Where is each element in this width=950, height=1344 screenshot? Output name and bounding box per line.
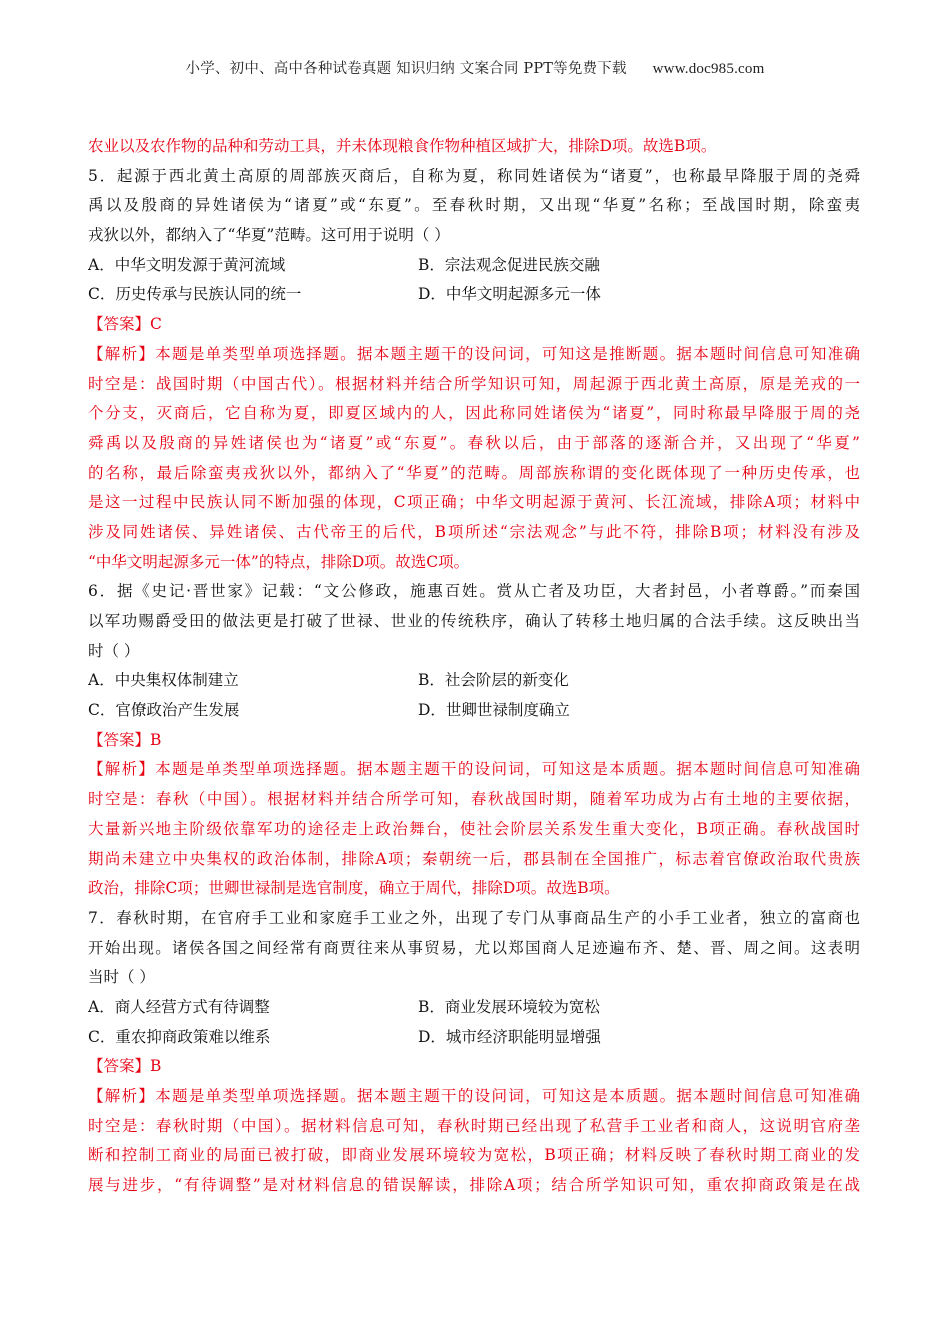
option-c: C．历史传承与民族认同的统一 <box>88 285 302 304</box>
option-a: A．中央集权体制建立 <box>88 671 239 690</box>
option-c: C．重农抑商政策难以维系 <box>88 1027 271 1046</box>
question-stem-line: 以军功赐爵受田的做法更是打破了世禄、世业的传统秩序，确认了转移土地归属的合法手续。这反映出当 <box>88 612 860 630</box>
analysis-line: “中华文明起源多元一体”的特点，排除D项。故选C项。 <box>88 552 470 571</box>
analysis-line: 的名称，最后除蛮夷戎狄以外，都纳入了“华夏”的范畴。周部族称谓的变化既体现了一种历史传承，也 <box>88 463 860 482</box>
header-text: 小学、初中、高中各种试卷真题 知识归纳 文案合同 PPT等免费下载 <box>185 61 627 77</box>
option-b: B．社会阶层的新变化 <box>418 671 569 690</box>
analysis-line: 个分支，灭商后，它自称为夏，即夏区域内的人，因此称同姓诸侯为“诸夏”，同时称最早降服于周的尧 <box>88 404 860 423</box>
option-b: B．商业发展环境较为宽松 <box>418 997 600 1016</box>
question-stem-line: 当时（ ） <box>88 968 155 987</box>
document-body <box>88 132 860 1201</box>
question-stem-line: 禹以及殷商的异姓诸侯为“诸夏”或“东夏”。至春秋时期，又出现“华夏”名称；至战国时期，除蛮夷 <box>88 196 860 215</box>
answer: 【答案】B <box>88 1057 162 1076</box>
analysis-line: 【解析】本题是单类型单项选择题。据本题主题干的设问词，可知这是本质题。据本题时间信息可知准确 <box>88 760 860 779</box>
analysis-line: 时空是：春秋（中国）。根据材料并结合所学可知，春秋战国时期，随着军功成为占有土地的主要依据， <box>88 790 860 809</box>
analysis-line: 舜禹以及殷商的异姓诸侯也为“诸夏”或“东夏”。春秋以后，由于部落的逐渐合并，又出现了“华夏” <box>88 433 860 452</box>
header-site-link[interactable]: www.doc985.com <box>652 61 765 77</box>
options-row <box>88 666 860 696</box>
options-row <box>88 993 860 1023</box>
question-stem-line: 6．据《史记·晋世家》记载：“文公修政，施惠百姓。赏从亡者及功臣，大者封邑，小者尊爵。”而秦国 <box>88 582 860 601</box>
analysis-line: 政治，排除C项；世卿世禄制是选官制度，确立于周代，排除D项。故选B项。 <box>88 879 620 898</box>
question-stem-line: 时（ ） <box>88 641 140 660</box>
options-row <box>88 251 860 281</box>
question-7 <box>88 904 860 1201</box>
question-stem-line: 7．春秋时期，在官府手工业和家庭手工业之外，出现了专门从事商品生产的小手工业者，独立的富商也 <box>88 908 860 927</box>
answer: 【答案】B <box>88 730 162 749</box>
options-row <box>88 1023 860 1053</box>
option-d: D．中华文明起源多元一体 <box>418 285 601 304</box>
question-stem-line: 开始出现。诸侯各国之间经常有商贾往来从事贸易，尤以郑国商人足迹遍布齐、楚、晋、周之间。这表明 <box>88 938 860 957</box>
option-a: A．商人经营方式有待调整 <box>88 997 270 1016</box>
options-row <box>88 696 860 726</box>
analysis-line: 是这一过程中民族认同不断加强的体现，C项正确；中华文明起源于黄河、长江流域，排除A项；材料中 <box>88 493 860 512</box>
question-5 <box>88 162 860 578</box>
options-row <box>88 280 860 310</box>
analysis-line: 展与进步，“有待调整”是对材料信息的错误解读，排除A项；结合所学知识可知，重农抑商政策是在战 <box>88 1176 860 1195</box>
question-6 <box>88 577 860 904</box>
question-stem-line: 5．起源于西北黄土高原的周部族灭商后，自称为夏，称同姓诸侯为“诸夏”，也称最早降服于周的尧舜 <box>88 166 860 185</box>
analysis-line: 大量新兴地主阶级依靠军功的途径走上政治舞台，使社会阶层关系发生重大变化，B项正确。春秋战国时 <box>88 819 860 838</box>
option-b: B．宗法观念促进民族交融 <box>418 255 600 274</box>
analysis-line: 期尚未建立中央集权的政治体制，排除A项；秦朝统一后，郡县制在全国推广，标志着官僚政治取代贵族 <box>88 849 860 868</box>
analysis-line: 时空是：战国时期（中国古代）。根据材料并结合所学知识可知，周起源于西北黄土高原，原是羌戎的一 <box>88 374 860 393</box>
option-c: C．官僚政治产生发展 <box>88 701 240 720</box>
analysis-line: 涉及同姓诸侯、异姓诸侯、古代帝王的后代，B项所述“宗法观念”与此不符，排除B项；材料没有涉及 <box>88 522 860 541</box>
previous-analysis-tail: 农业以及农作物的品种和劳动工具，并未体现粮食作物种植区域扩大，排除D项。故选B项。 <box>88 137 717 155</box>
analysis-line: 断和控制工商业的局面已被打破，即商业发展环境较为宽松，B项正确；材料反映了春秋时期工商业的发 <box>88 1146 860 1165</box>
option-d: D．世卿世禄制度确立 <box>418 701 570 720</box>
analysis-line: 【解析】本题是单类型单项选择题。据本题主题干的设问词，可知这是推断题。据本题时间信息可知准确 <box>88 344 860 363</box>
analysis-line: 时空是：春秋时期（中国）。据材料信息可知，春秋时期已经出现了私营手工业者和商人，这说明官府垄 <box>88 1116 860 1135</box>
option-a: A．中华文明发源于黄河流域 <box>88 255 286 274</box>
question-stem-line: 戎狄以外，都纳入了“华夏”范畴。这可用于说明（ ） <box>88 226 450 245</box>
analysis-line: 【解析】本题是单类型单项选择题。据本题主题干的设问词，可知这是本质题。据本题时间信息可知准确 <box>88 1087 860 1105</box>
answer: 【答案】C <box>88 315 162 334</box>
option-d: D．城市经济职能明显增强 <box>418 1027 601 1046</box>
page-header <box>0 57 950 78</box>
